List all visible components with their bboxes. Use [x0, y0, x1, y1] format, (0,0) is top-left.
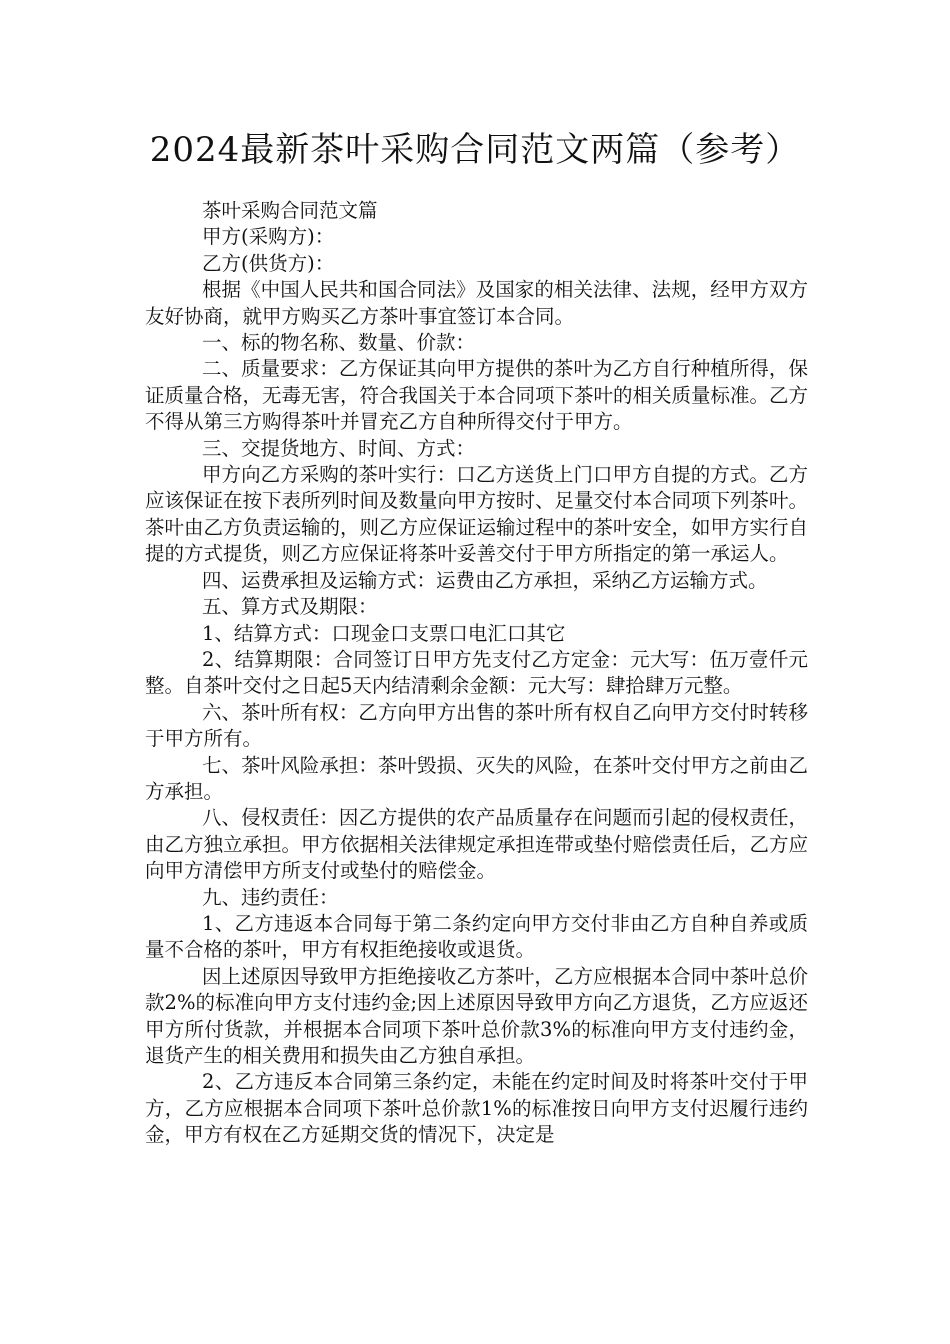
paragraph: 四、运费承担及运输方式：运费由乙方承担，采纳乙方运输方式。	[202, 568, 768, 592]
document-title: 2024最新茶叶采购合同范文两篇（参考）	[149, 130, 801, 170]
paragraph: 1、结算方式：口现金口支票口电汇口其它	[202, 621, 566, 645]
paragraph: 九、违约责任：	[202, 885, 339, 909]
paragraph: 甲方向乙方采购的茶叶实行：口乙方送货上门口甲方自提的方式。乙方应该保证在按下表所列时间及数量向甲方按时、足量交付本合同项下列茶叶。茶叶由乙方负责运输的，则乙方应保证运输过程中的茶叶安全，如甲方实行自提的方式提货，则乙方应保证将茶叶妥善交付于甲方所指定的第一承运人。	[145, 463, 809, 566]
document-body	[145, 198, 808, 1149]
paragraph: 二、质量要求：乙方保证其向甲方提供的茶叶为乙方自行种植所得，保证质量合格，无毒无害，符合我国关于本合同项下茶叶的相关质量标准。乙方不得从第三方购得茶叶并冒充乙方自种所得交付于甲方。	[145, 357, 809, 434]
paragraph: 六、茶叶所有权：乙方向甲方出售的茶叶所有权自乙向甲方交付时转移于甲方所有。	[145, 700, 808, 751]
paragraph: 八、侵权责任：因乙方提供的农产品质量存在问题而引起的侵权责任，由乙方独立承担。甲方依据相关法律规定承担连带或垫付赔偿责任后，乙方应向甲方清偿甲方所支付或垫付的赔偿金。	[145, 806, 809, 883]
paragraph: 五、算方式及期限：	[202, 595, 378, 619]
paragraph: 茶叶采购合同范文篇	[202, 199, 378, 222]
paragraph: 乙方(供货方)：	[202, 251, 335, 275]
paragraph: 1、乙方违返本合同每于第二条约定向甲方交付非由乙方自种自养或质量不合格的茶叶，甲方有权拒绝接收或退货。	[145, 911, 808, 962]
paragraph: 根据《中国人民共和国合同法》及国家的相关法律、法规，经甲方双方友好协商，就甲方购买乙方茶叶事宜签订本合同。	[145, 278, 808, 328]
paragraph: 一、标的物名称、数量、价款：	[202, 331, 476, 355]
paragraph: 2、乙方违反本合同第三条约定，未能在约定时间及时将茶叶交付于甲方，乙方应根据本合同项下茶叶总价款1%的标准按日向甲方支付迟履行违约金，甲方有权在乙方延期交货的情况下，决定是	[145, 1070, 808, 1147]
paragraph: 甲方(采购方)：	[202, 225, 335, 249]
paragraph: 因上述原因导致甲方拒绝接收乙方茶叶，乙方应根据本合同中茶叶总价款2%的标准向甲方支付违约金;因上述原因导致甲方向乙方退货，乙方应返还甲方所付货款，并根据本合同项下茶叶总价款3%的标准向甲方支付违约金，退货产生的相关费用和损失由乙方独自承担。	[145, 964, 808, 1067]
paragraph: 七、茶叶风险承担：茶叶毁损、灭失的风险，在茶叶交付甲方之前由乙方承担。	[145, 753, 808, 803]
paragraph: 2、结算期限：合同签订日甲方先支付乙方定金：元大写：伍万壹仟元整。自茶叶交付之日起5天内结清剩余金额：元大写：肆拾肆万元整。	[145, 647, 808, 698]
paragraph: 三、交提货地方、时间、方式：	[202, 436, 476, 460]
